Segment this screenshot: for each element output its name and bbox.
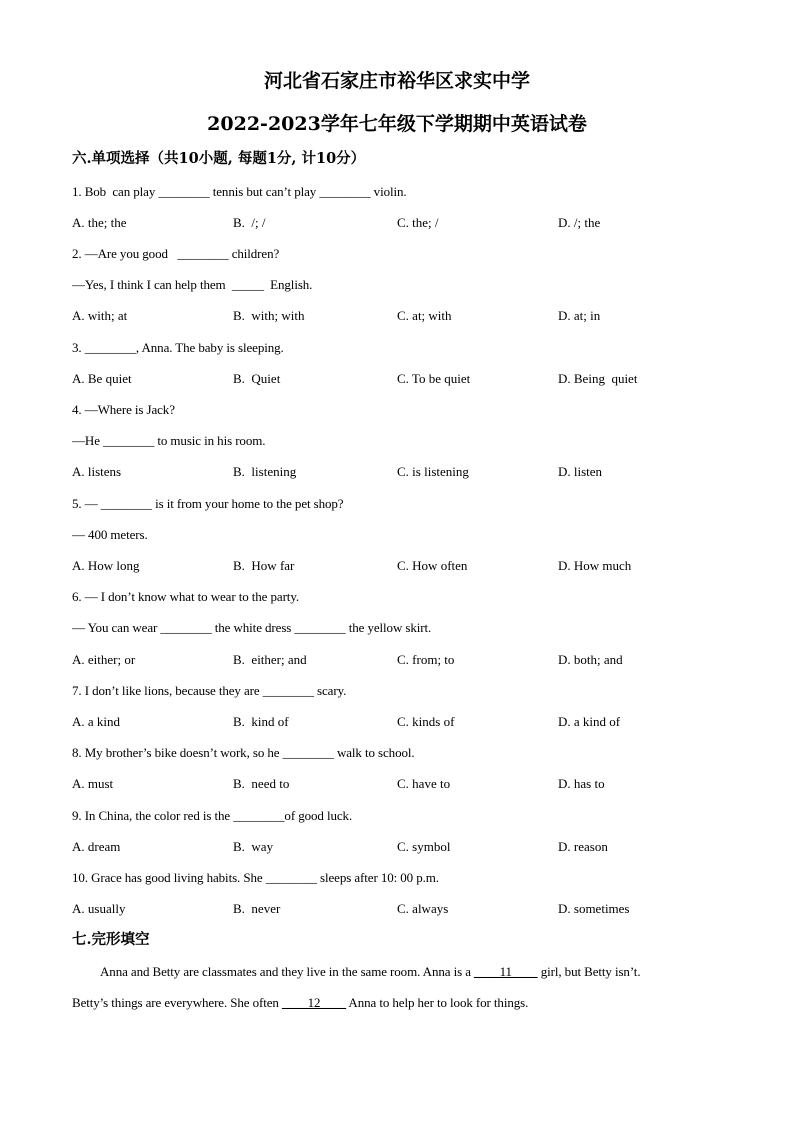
cloze-text: Anna to help her to look for things. bbox=[346, 995, 529, 1010]
question-8-option-a: A. must bbox=[72, 776, 114, 791]
question-6-option-c: C. from; to bbox=[397, 652, 455, 667]
question-10-option-c: C. always bbox=[397, 901, 449, 916]
question-6-option-d: D. both; and bbox=[558, 652, 623, 667]
question-2-stem-reply: —Yes, I think I can help them _____ English. bbox=[72, 277, 313, 292]
question-4-option-c: C. is listening bbox=[397, 464, 469, 479]
question-10-option-d: D. sometimes bbox=[558, 901, 630, 916]
cloze-text: Betty’s things are everywhere. She often bbox=[72, 995, 282, 1010]
cloze-blank-12: ____12____ bbox=[281, 995, 346, 1010]
question-5-stem-reply: — 400 meters. bbox=[72, 527, 148, 542]
question-8-option-d: D. has to bbox=[558, 776, 605, 791]
question-10-option-a: A. usually bbox=[72, 901, 126, 916]
question-7-stem: 7. I don’t like lions, because they are ________ scary. bbox=[72, 683, 347, 698]
question-10-stem: 10. Grace has good living habits. She ________ sleeps after 10: 00 p.m. bbox=[72, 870, 439, 885]
question-3-option-a: A. Be quiet bbox=[72, 371, 132, 386]
question-4-stem-reply: —He ________ to music in his room. bbox=[72, 433, 266, 448]
question-7-option-c: C. kinds of bbox=[397, 714, 455, 729]
question-2-option-c: C. at; with bbox=[397, 308, 452, 323]
question-7-option-d: D. a kind of bbox=[558, 714, 621, 729]
question-4-option-d: D. listen bbox=[558, 464, 603, 479]
question-1-option-d: D. /; the bbox=[558, 215, 601, 230]
question-9-option-a: A. dream bbox=[72, 839, 121, 854]
question-2-option-b: B. with; with bbox=[233, 308, 305, 323]
question-5-option-a: A. How long bbox=[72, 558, 140, 573]
question-9-option-c: C. symbol bbox=[397, 839, 451, 854]
question-4-option-a: A. listens bbox=[72, 464, 122, 479]
question-9-option-d: D. reason bbox=[558, 839, 608, 854]
question-1-stem: 1. Bob can play ________ tennis but can’t play ________ violin. bbox=[72, 184, 407, 199]
question-9-option-b: B. way bbox=[233, 839, 274, 854]
question-4-option-b: B. listening bbox=[233, 464, 297, 479]
question-8-stem: 8. My brother’s bike doesn’t work, so he ________ walk to school. bbox=[72, 745, 415, 760]
question-5-option-c: C. How often bbox=[397, 558, 468, 573]
question-6-stem-reply: — You can wear ________ the white dress ________ the yellow skirt. bbox=[72, 620, 432, 635]
question-1-option-c: C. the; / bbox=[397, 215, 439, 230]
section-heading-multiple-choice: 六.单项选择（共10小题, 每题1分, 计10分） bbox=[72, 150, 366, 167]
question-6-option-b: B. either; and bbox=[233, 652, 307, 667]
question-6-stem: 6. — I don’t know what to wear to the party. bbox=[72, 589, 300, 604]
question-1-option-b: B. /; / bbox=[233, 215, 266, 230]
page-title-line-1: 河北省石家庄市裕华区求实中学 bbox=[263, 70, 530, 92]
question-3-option-d: D. Being quiet bbox=[558, 371, 638, 386]
cloze-text: girl, but Betty isn’t. bbox=[537, 964, 641, 979]
question-7-option-a: A. a kind bbox=[72, 714, 121, 729]
question-7-option-b: B. kind of bbox=[233, 714, 289, 729]
question-2-option-d: D. at; in bbox=[558, 308, 601, 323]
section-heading-cloze: 七.完形填空 bbox=[72, 931, 150, 948]
question-10-option-b: B. never bbox=[233, 901, 281, 916]
question-5-option-b: B. How far bbox=[233, 558, 295, 573]
question-1-option-a: A. the; the bbox=[72, 215, 127, 230]
cloze-passage-line-2 bbox=[72, 995, 528, 1011]
question-4-stem: 4. —Where is Jack? bbox=[72, 402, 175, 417]
question-8-option-c: C. have to bbox=[397, 776, 451, 791]
question-8-option-b: B. need to bbox=[233, 776, 290, 791]
question-3-stem: 3. ________, Anna. The baby is sleeping. bbox=[72, 340, 284, 355]
cloze-passage-line-1 bbox=[100, 964, 640, 980]
question-2-option-a: A. with; at bbox=[72, 308, 128, 323]
question-5-option-d: D. How much bbox=[558, 558, 632, 573]
question-5-stem: 5. — ________ is it from your home to the pet shop? bbox=[72, 496, 344, 511]
page-title-line-2: 2022-2023学年七年级下学期期中英语试卷 bbox=[207, 113, 587, 135]
question-9-stem: 9. In China, the color red is the ________of good luck. bbox=[72, 808, 353, 823]
cloze-blank-11: ____11____ bbox=[474, 964, 538, 979]
question-2-stem: 2. —Are you good ________ children? bbox=[72, 246, 280, 261]
cloze-text: Anna and Betty are classmates and they live in the same room. Anna is a bbox=[100, 964, 475, 979]
question-6-option-a: A. either; or bbox=[72, 652, 136, 667]
question-3-option-b: B. Quiet bbox=[233, 371, 281, 386]
question-3-option-c: C. To be quiet bbox=[397, 371, 471, 386]
